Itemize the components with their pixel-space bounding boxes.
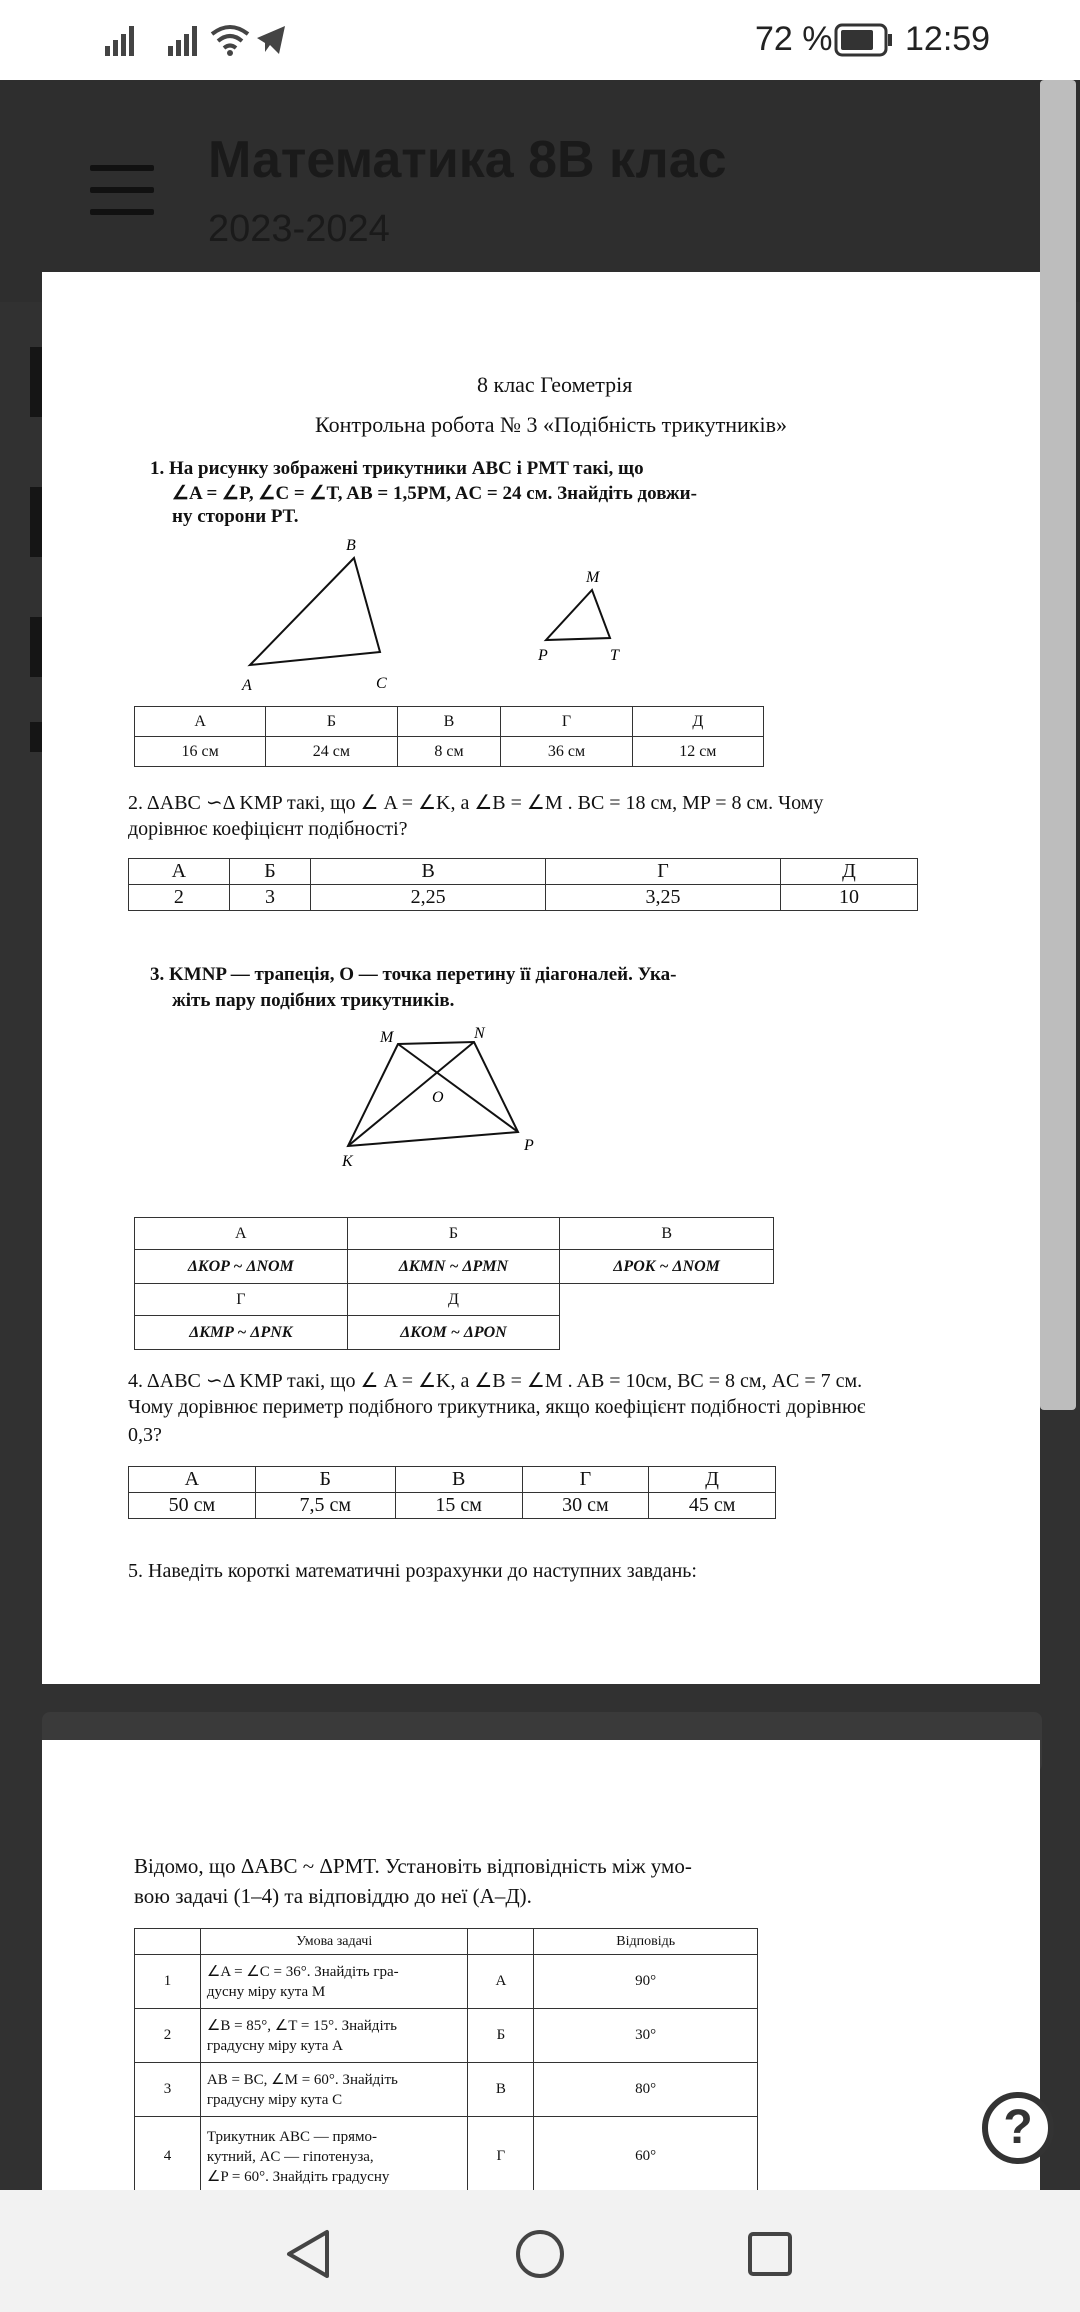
q4-header-a: А bbox=[129, 1467, 256, 1493]
menu-icon bbox=[90, 165, 154, 171]
q2-text-line1: 2. ΔABC ∽Δ KMP такі, що ∠ A = ∠K, а ∠B = ∠M . BC = 18 см, MP = 8 см. Чому bbox=[128, 792, 824, 814]
q4-answer-a: 50 см bbox=[129, 1493, 256, 1519]
q1-label-b: B bbox=[346, 537, 356, 554]
p2-row bbox=[135, 2009, 758, 2063]
q3-header-d: Д bbox=[347, 1284, 560, 1316]
q1-answer-g: 36 см bbox=[501, 737, 632, 767]
q5-text: 5. Наведіть короткі математичні розрахунки до наступних завдань: bbox=[128, 1560, 697, 1582]
p2-intro-line2: вою задачі (1–4) та відповіддю до неї (А–Д). bbox=[134, 1884, 532, 1908]
signal-icon bbox=[105, 24, 141, 56]
p2-row-letter: В bbox=[468, 2063, 534, 2117]
q2-answer-v: 2,25 bbox=[311, 885, 546, 911]
q3-header-g: Г bbox=[135, 1284, 348, 1316]
p2-row-condition-line1: AB = BC, ∠M = 60°. Знайдіть bbox=[206, 2071, 398, 2088]
telegram-icon bbox=[255, 24, 287, 56]
q1-header-v: В bbox=[397, 707, 501, 737]
q3-text-line2: жіть пару подібних трикутників. bbox=[172, 990, 455, 1011]
p2-row-condition-line1: Трикутник ABC — прямо- bbox=[206, 2128, 377, 2145]
q3-answer-g: ΔKMP ~ ΔPNK bbox=[135, 1316, 348, 1350]
p2-row-answer: 60° bbox=[534, 2117, 758, 2197]
p2-row-answer: 30° bbox=[534, 2009, 758, 2063]
q2-answer-a: 2 bbox=[129, 885, 230, 911]
course-year: 2023-2024 bbox=[208, 208, 390, 250]
menu-button[interactable] bbox=[90, 165, 154, 217]
q3-answer-d: ΔKOM ~ ΔPON bbox=[347, 1316, 560, 1350]
q4-header-v: В bbox=[395, 1467, 522, 1493]
p2-col-answer: Відповідь bbox=[534, 1929, 758, 1955]
recents-icon[interactable] bbox=[746, 2230, 794, 2278]
q1-label-p: P bbox=[538, 647, 548, 664]
q4-text-line1: 4. ΔABC ∽Δ KMP такі, що ∠ A = ∠K, а ∠B = ∠M . AB = 10см, BC = 8 см, AC = 7 см. bbox=[128, 1370, 863, 1392]
p2-row-condition-line2: градусну міру кута A bbox=[206, 2037, 344, 2054]
q1-answer-a: 16 см bbox=[135, 737, 266, 767]
q4-answer-d: 45 см bbox=[649, 1493, 776, 1519]
help-button[interactable]: ? bbox=[982, 2092, 1054, 2164]
p2-row-number: 4 bbox=[135, 2117, 201, 2197]
q1-answer-v: 8 см bbox=[397, 737, 501, 767]
p2-row-condition-line1: ∠A = ∠C = 36°. Знайдіть гра- bbox=[206, 1963, 399, 1980]
q4-header-g: Г bbox=[522, 1467, 649, 1493]
q4-answer-g: 30 см bbox=[522, 1493, 649, 1519]
q2-header-g: Г bbox=[546, 859, 781, 885]
q1-header-g: Г bbox=[501, 707, 632, 737]
q3-answer-a: ΔKOP ~ ΔNOM bbox=[135, 1250, 348, 1284]
q3-text-line1: 3. KMNP — трапеція, O — точка перетину її діагоналей. Ука- bbox=[150, 964, 677, 985]
q4-text-line3: 0,3? bbox=[128, 1424, 162, 1446]
q4-answer-b: 7,5 см bbox=[255, 1493, 395, 1519]
p2-row-answer: 80° bbox=[534, 2063, 758, 2117]
battery-icon bbox=[835, 24, 893, 56]
q1-answer-d: 12 см bbox=[632, 737, 763, 767]
q3-label-m: M bbox=[380, 1029, 394, 1046]
app-bar bbox=[0, 80, 1080, 302]
back-icon[interactable] bbox=[285, 2228, 331, 2280]
status-bar bbox=[0, 0, 1080, 80]
q2-answer-d: 10 bbox=[780, 885, 917, 911]
p2-row bbox=[135, 2063, 758, 2117]
q1-header-a: А bbox=[135, 707, 266, 737]
q3-header-v: В bbox=[560, 1218, 774, 1250]
q3-label-k: K bbox=[342, 1153, 353, 1170]
p2-row-letter: Б bbox=[468, 2009, 534, 2063]
navigation-bar bbox=[0, 2190, 1080, 2312]
q2-text-line2: дорівнює коефіцієнт подібності? bbox=[128, 818, 408, 840]
course-title: Математика 8В клас bbox=[208, 131, 727, 189]
worksheet-page-2 bbox=[42, 1740, 1040, 2190]
q1-label-a: A bbox=[242, 677, 252, 694]
q3-header-a: А bbox=[135, 1218, 348, 1250]
p2-row-number: 3 bbox=[135, 2063, 201, 2117]
q3-answer-table bbox=[134, 1217, 774, 1350]
p2-row bbox=[135, 2117, 758, 2197]
worksheet-heading: 8 клас Геометрія bbox=[477, 372, 633, 397]
q4-text-line2: Чому дорівнює периметр подібного трикутника, якщо коефіцієнт подібності дорівнює bbox=[128, 1396, 866, 1418]
q2-header-d: Д bbox=[780, 859, 917, 885]
q3-header-b: Б bbox=[347, 1218, 560, 1250]
q1-label-m: M bbox=[586, 569, 600, 586]
p2-row-number: 1 bbox=[135, 1955, 201, 2009]
q1-text-line3: ну сторони PT. bbox=[172, 506, 299, 527]
worksheet-page-1 bbox=[42, 272, 1040, 1684]
q3-label-p: P bbox=[524, 1137, 534, 1154]
q3-answer-v: ΔPOK ~ ΔNOM bbox=[560, 1250, 774, 1284]
p2-row-condition-line1: ∠B = 85°, ∠T = 15°. Знайдіть bbox=[206, 2017, 398, 2034]
q1-answer-table bbox=[134, 706, 764, 767]
q2-header-b: Б bbox=[229, 859, 310, 885]
q3-label-n: N bbox=[474, 1025, 485, 1042]
p2-row-condition-line2: кутний, AC — гіпотенуза, bbox=[206, 2148, 374, 2165]
worksheet-subheading: Контрольна робота № 3 «Подібність трикутників» bbox=[315, 412, 787, 437]
scrollbar[interactable] bbox=[1040, 80, 1076, 1410]
q2-answer-b: 3 bbox=[229, 885, 310, 911]
p2-row-letter: А bbox=[468, 1955, 534, 2009]
p2-row-number: 2 bbox=[135, 2009, 201, 2063]
q4-answer-v: 15 см bbox=[395, 1493, 522, 1519]
p2-row-condition-line2: дусну міру кута M bbox=[206, 1983, 326, 2000]
p2-intro-line1: Відомо, що ΔABC ~ ΔPMT. Установіть відповідність між умо- bbox=[134, 1854, 692, 1878]
q1-header-d: Д bbox=[632, 707, 763, 737]
p2-row-condition-line3: ∠P = 60°. Знайдіть градусну bbox=[206, 2168, 390, 2185]
q2-answer-g: 3,25 bbox=[546, 885, 781, 911]
q4-header-d: Д bbox=[649, 1467, 776, 1493]
battery-percent: 72 % bbox=[755, 20, 833, 58]
q1-label-c: C bbox=[376, 675, 387, 692]
wifi-icon bbox=[210, 24, 250, 56]
q1-text-line1: 1. На рисунку зображені трикутники ABC і PMT такі, що bbox=[150, 458, 644, 479]
p2-row-letter: Г bbox=[468, 2117, 534, 2197]
q3-answer-b: ΔKMN ~ ΔPMN bbox=[347, 1250, 560, 1284]
q1-answer-b: 24 см bbox=[266, 737, 397, 767]
p2-row bbox=[135, 1955, 758, 2009]
q2-header-v: В bbox=[311, 859, 546, 885]
p2-row-answer: 90° bbox=[534, 1955, 758, 2009]
p2-row-condition-line2: градусну міру кута C bbox=[206, 2091, 343, 2108]
q1-header-b: Б bbox=[266, 707, 397, 737]
home-icon[interactable] bbox=[514, 2228, 566, 2280]
q1-label-t: T bbox=[610, 647, 619, 664]
q3-label-o: O bbox=[432, 1089, 444, 1106]
q4-answer-table bbox=[128, 1466, 776, 1519]
q3-trapezoid-figure bbox=[342, 1022, 602, 1172]
q2-header-a: А bbox=[129, 859, 230, 885]
q2-answer-table bbox=[128, 858, 918, 911]
signal-icon-2 bbox=[168, 24, 204, 56]
p2-col-condition: Умова задачі bbox=[200, 1929, 468, 1955]
q1-text-line2: ∠A = ∠P, ∠C = ∠T, AB = 1,5PM, AC = 24 см. Знайдіть довжи- bbox=[172, 483, 697, 504]
clock: 12:59 bbox=[905, 20, 991, 58]
q4-header-b: Б bbox=[255, 1467, 395, 1493]
p2-match-table bbox=[134, 1928, 758, 2197]
q1-triangles-figure bbox=[242, 530, 662, 694]
